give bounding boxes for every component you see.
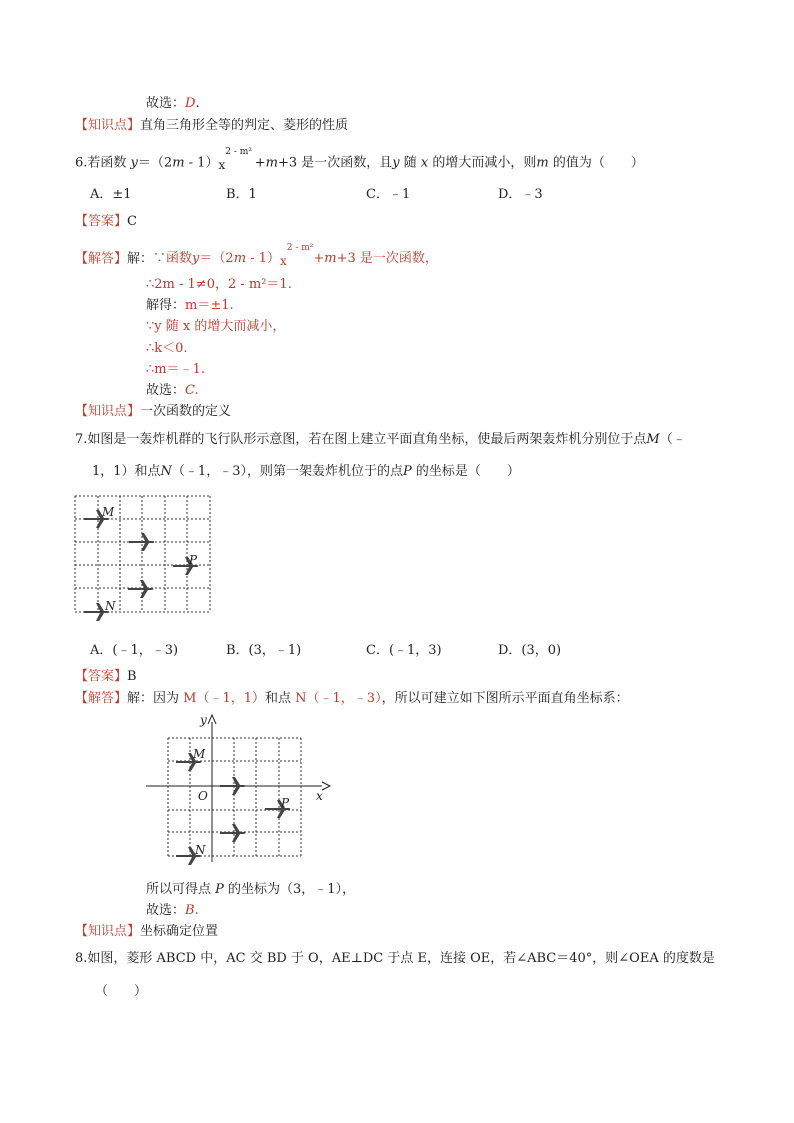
q5-knowledge-point [75,117,348,135]
label-x: x [316,789,323,803]
sol-text: 故选： [146,903,186,918]
choose-value: D [185,96,196,111]
solution-tag: 【解答】 [75,691,128,706]
var-P: P [402,464,412,479]
var-x: x [420,155,429,171]
q5-choose-line [146,95,200,113]
sol-text: 故选： [146,383,186,398]
stem-text: + [254,155,266,171]
stem-text: 1，1）和点 [92,464,161,479]
sol-text: 所以可得点 [146,882,216,897]
point-m: M（﹣1，1） [183,691,266,706]
stem-text: 的增大而减小，则 [428,155,537,171]
q7-knowledge-point [75,923,218,941]
var-M: M [646,432,660,447]
plane-4-icon [220,824,246,842]
sol-text: ∵函数 [153,251,193,267]
sol-red-part [153,243,438,269]
q7-choose-line [146,902,199,920]
label-m: M [102,505,115,519]
label-y: y [200,713,207,727]
q6-option-b: B．1 [226,187,257,202]
stem-text: 7.如图是一轰炸机群的飞行队形示意图，若在图上建立平面直角坐标，使最后两架轰炸机分别位于点 [75,432,647,447]
stem-text: ＝（2 [137,155,173,171]
q6-knowledge-point [75,403,231,421]
sol-value: C. [185,383,199,398]
q6-solution-head [75,243,438,269]
label-p: P [281,796,290,810]
choose-label: 故选： [146,96,186,111]
var-x: x [218,158,226,173]
var-P: P [215,882,224,897]
sol-text: + [313,251,325,267]
sol-text: ＝（2 [199,251,234,267]
q8-stem-line1: 8.如图，菱形 ABCD 中，AC 交 BD 于 O，AE⊥DC 于点 E，连接 OE，若∠ABC＝40°，则∠OEA 的度数是 [75,951,715,966]
sol-text: ，所以可建立如下图所示平面直角坐标系： [381,691,629,706]
sol-value: B. [185,903,199,918]
kp-text: 直角三角形全等的判定、菱形的性质 [140,118,349,133]
q8-stem-line2: （ ） [95,984,148,999]
sol-text: - 1） [246,251,280,267]
q7-answer [75,668,137,686]
var-y: y [130,155,138,171]
var-N: N [160,464,172,479]
sol-text: 的坐标为（3，﹣1）， [223,882,356,897]
q6-step-2 [146,297,234,315]
stem-text: （﹣1，﹣3），则第一架轰炸机位于的点 [171,464,403,479]
var-y: y [392,155,400,171]
point-n: N（﹣1，﹣3） [295,691,382,706]
q6-option-a: A．±1 [90,187,132,202]
var-y: y [192,251,200,267]
q7-coordinate-figure [144,712,334,872]
stem-text: 6.若函数 [75,155,131,171]
label-n: N [195,843,206,857]
answer-tag: 【答案】 [75,669,128,684]
kp-tag: 【知识点】 [75,118,141,133]
q7-conclusion [146,881,355,899]
var-m: m [324,251,337,267]
answer-value: B [127,669,137,684]
stem-text: （﹣ [659,432,686,447]
q6-step-6 [146,382,199,400]
answer-tag: 【答案】 [75,214,128,229]
q6-step-3: ∵y 随 x 的增大而减小， [146,319,286,334]
q7-solution-head [75,690,629,708]
stem-text: - 1） [184,155,219,171]
kp-tag: 【知识点】 [75,924,141,939]
q7-option-d: D．(3，0) [498,643,562,658]
var-m: m [265,155,278,171]
stem-text: 的值为（ ） [548,155,644,171]
label-m: M [193,747,206,761]
q6-step-5: ∴m＝﹣1. [146,362,206,377]
stem-text: 的坐标是（ ） [411,464,520,479]
sol-text: +3 是一次函数， [336,251,438,267]
q6-step-1: ∴2m - 1≠0，2 - m²＝1. [146,277,292,292]
var-x: x [279,254,287,269]
sol-text: 解：因为 [127,691,184,706]
plane-2-icon [220,777,246,795]
q7-option-b: B．(3，﹣1) [226,643,302,658]
label-p: P [189,553,198,567]
var-m: m [233,251,247,267]
period: . [195,96,200,111]
sol-text: 和点 [265,691,296,706]
q6-answer [75,213,137,231]
sol-value: m＝±1. [185,298,234,313]
q7-formation-figure [72,494,212,618]
q7-stem-line2 [92,463,520,481]
exponent: 2 - m² [225,147,255,157]
exponent: 2 - m² [286,243,314,253]
q7-option-c: C．(﹣1，3) [366,643,442,658]
q6-stem [75,147,644,173]
plane-4-icon [128,580,154,598]
q7-stem-line1 [75,431,686,449]
kp-tag: 【知识点】 [75,404,141,419]
q7-option-a: A．(﹣1，﹣3) [90,643,179,658]
stem-text: 随 [399,155,421,171]
q6-option-d: D．﹣3 [498,187,543,202]
solution-tag: 【解答】 [75,251,128,267]
label-n: N [105,599,116,613]
q6-option-c: C．﹣1 [366,187,411,202]
sol-text: 解得： [146,298,186,313]
kp-text: 坐标确定位置 [140,924,219,939]
var-m: m [536,155,549,171]
stem-text: +3 是一次函数，且 [277,155,393,171]
answer-value: C [127,214,137,229]
label-o: O [198,789,208,803]
sol-text: 解： [127,251,154,267]
y-axis [208,715,216,862]
q6-step-4: ∴k＜0. [146,341,188,356]
kp-text: 一次函数的定义 [140,404,232,419]
var-m: m [172,155,185,171]
